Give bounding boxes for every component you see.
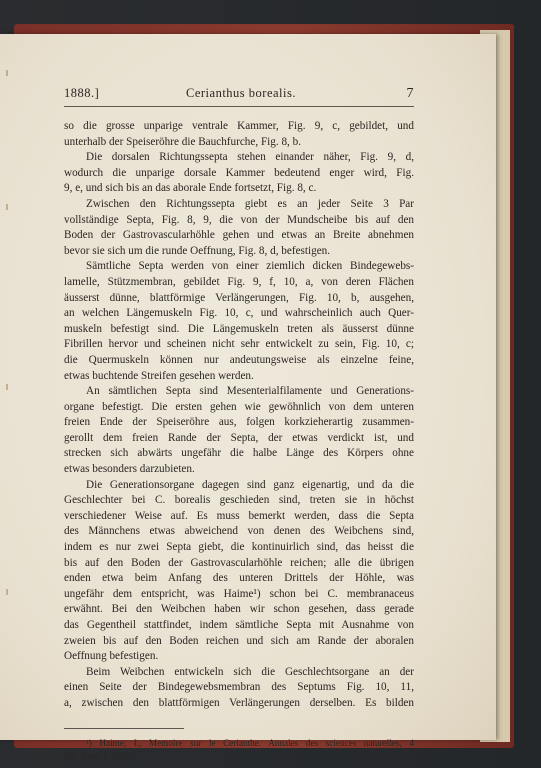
binding-mark <box>0 70 8 76</box>
text-line: organe befestigt. Die ersten gehen wie gewöhnlich von dem unteren <box>64 400 414 413</box>
text-line: die Quermuskeln können nur andeutungsweise als einzelne feine, <box>64 353 414 366</box>
text-line: Boden der Gastrovascularhöhle gehen und etwas an Breite abnehmen <box>64 229 414 242</box>
header-year: 1888.] <box>64 86 100 100</box>
header-rule <box>64 106 414 107</box>
text-line: Zwischen den Richtungssepta giebt es an jeder Seite 3 Par <box>86 197 414 210</box>
text-line: an welchen Längemuskeln Fig. 10, c, und wahrscheinlich auch Quer- <box>64 307 414 320</box>
text-line: Beim Weibchen entwickeln sich die Geschlechtsorgane an der <box>86 665 414 678</box>
text-line: lamelle, Stützmembran, gebildet Fig. 9, f, 10, a, von deren Flächen <box>64 275 414 288</box>
text-line: des Männchens etwas abweichend von denen des Weibchens sind, <box>64 525 414 538</box>
text-line: 9, e, und sich bis an das aborale Ende fortsetzt, Fig. 8, c. <box>64 182 317 195</box>
text-line: so die grosse unparige ventrale Kammer, Fig. 9, c, gebildet, und <box>64 120 414 132</box>
text-line: Die Generationsorgane dagegen sind ganz eigenartig, und da die <box>86 478 414 491</box>
body-text <box>64 119 414 712</box>
text-line: Die dorsalen Richtungssepta stehen einander näher, Fig. 9, d, <box>86 151 414 164</box>
footnote-line: Ser. Tome I. 1854. <box>64 750 132 761</box>
text-line: das Gegentheil stattfindet, indem sämtliche Septa mit Ausnahme von <box>64 619 414 631</box>
text-line: erwähnt. Bei den Weibchen haben wir schon gesehen, dass gerade <box>64 603 414 616</box>
text-line: etwas besonders darzubieten. <box>64 463 195 476</box>
book-page <box>0 34 496 761</box>
text-line: bis auf den Boden der Gastrovascularhöhle reichen; alle die übrigen <box>64 556 414 569</box>
text-line: äusserst dünne, blattförmige Verlängerungen, Fig. 10, b, ausgehen, <box>64 291 414 304</box>
text-line: muskeln befestigt sind. Die Längemuskeln treten als äusserst dünne <box>64 322 414 335</box>
text-line: Fibrillen hervor und scheinen nicht sehr entwickelt zu sein, Fig. 10, c; <box>64 338 414 351</box>
text-line: enden etwa beim Anfang des unteren Drittels der Höhle, was <box>64 572 414 585</box>
text-line: freien Ende der Speiseröhre aus, folgen korkzieherartig zusammen- <box>64 416 414 429</box>
page-content <box>64 86 414 763</box>
text-line: gerollt dem freien Rande der Septa, der etwas verdickt ist, und <box>64 431 414 444</box>
text-line: strecken sich abwärts ungefähr die halbe Länge des Körpers ohne <box>64 447 414 460</box>
text-line: zweien bis auf den Boden reichen und sich am Rande der aboralen <box>64 634 414 647</box>
footnote-rule <box>64 728 184 729</box>
text-line: verschiedener Weise auf. Es muss bemerkt werden, dass die Septa <box>64 509 414 522</box>
text-line: indem es nur zwei Septa giebt, die kontinuirlich sind, das heisst die <box>64 541 414 554</box>
text-line: Geschlechter bei C. borealis geschieden sind, treten sie in höchst <box>64 494 414 507</box>
text-line: etwas buchtende Streifen gesehen werden. <box>64 369 254 382</box>
page-number: 7 <box>406 86 414 101</box>
binding-mark <box>0 589 8 595</box>
text-line: wodurch die unparige dorsale Kammer bedeutend enger wird, Fig. <box>64 166 414 179</box>
text-line: a, zwischen den blattförmigen Verlängerungen derselben. Es bilden <box>64 696 414 709</box>
text-line: unterhalb der Speiseröhre die Bauchfurche, Fig. 8, b. <box>64 135 302 148</box>
text-line: vollständige Septa, Fig. 8, 9, die von der Mundscheibe bis auf den <box>64 213 414 226</box>
text-line: einen Seite der Bindegewebsmembran des Septums Fig. 10, 11, <box>64 681 414 694</box>
header-title: Cerianthus borealis. <box>186 86 296 100</box>
binding-mark <box>0 384 8 390</box>
text-line: bevor sie sich um die runde Oeffnung, Fig. 8, d, befestigen. <box>64 244 331 257</box>
text-line: ungefähr dem entspricht, was Haime¹) schon bei C. membranaceus <box>64 587 414 600</box>
text-line: An sämtlichen Septa sind Mesenterialfilamente und Generations- <box>86 385 414 398</box>
binding-mark <box>0 204 8 210</box>
running-header <box>64 86 414 104</box>
text-line: Oeffnung befestigen. <box>64 650 159 663</box>
footnote <box>64 737 414 763</box>
text-line: Sämtliche Septa werden von einer ziemlich dicken Bindegewebs- <box>86 260 414 273</box>
footnote-line: ¹) Haime, I., Memoire sur le Cerianthe. Annales des sciences naturelles, 4 <box>86 737 414 748</box>
